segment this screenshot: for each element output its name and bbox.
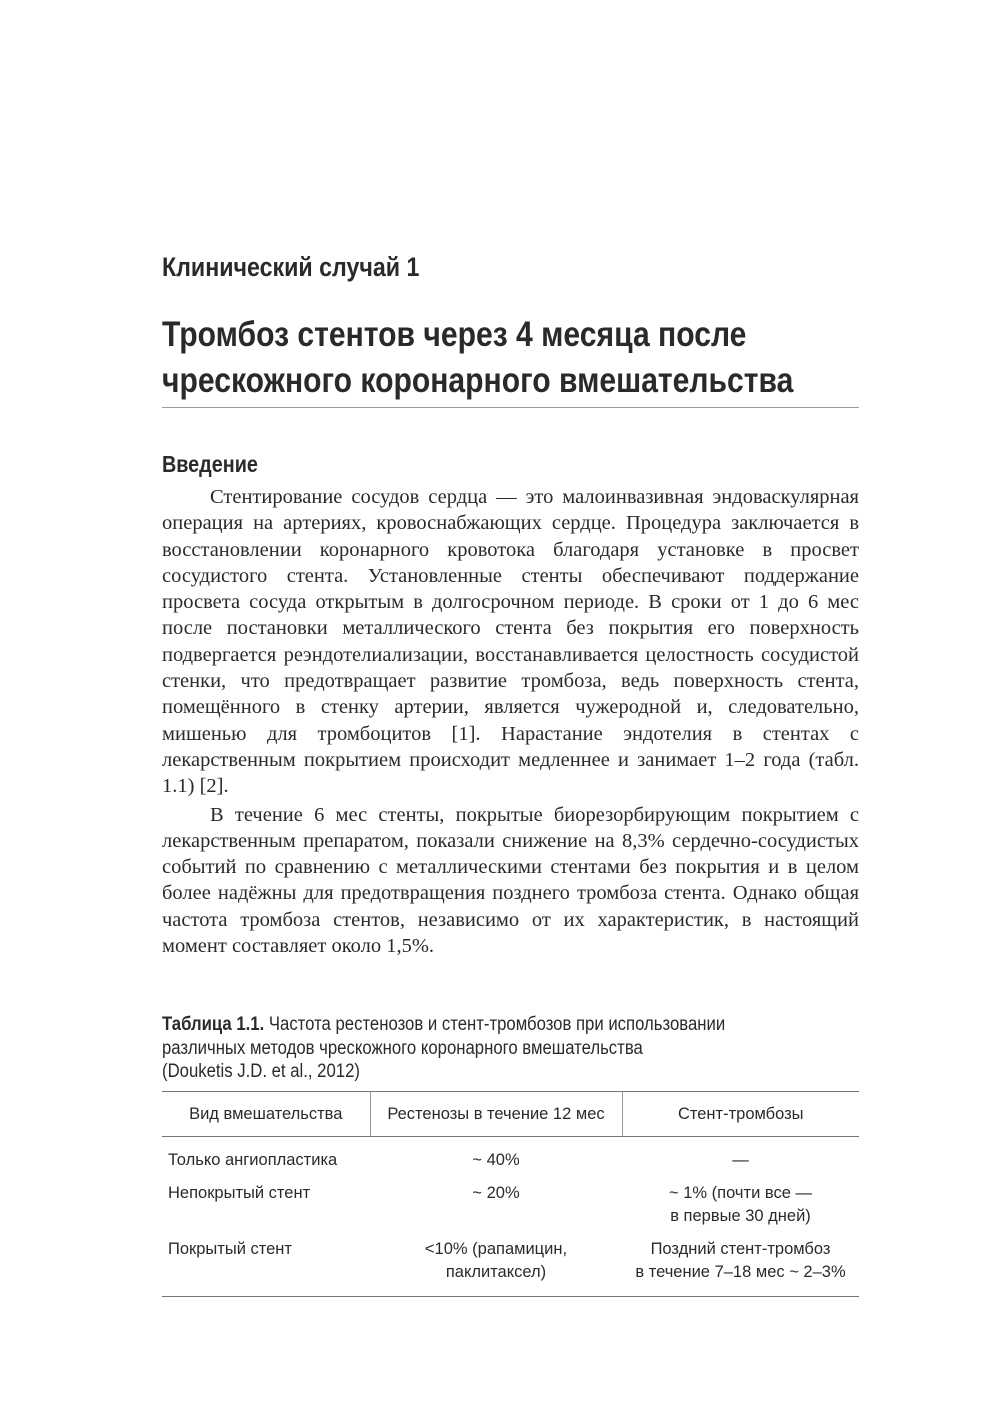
table-cell — [370, 1137, 622, 1173]
column-header: Вид вмешательства — [162, 1092, 370, 1137]
caption-line: (Douketis J.D. et al., 2012) — [162, 1061, 360, 1082]
caption-text: Частота рестенозов и стент-тромбозов при использовании — [268, 1014, 726, 1035]
table-cell: Непокрытый стент — [168, 1184, 311, 1202]
title-line: чрескожного коронарного вмешательства — [162, 361, 794, 400]
table-cell — [622, 1228, 859, 1297]
cell-line: Поздний стент-тромбоз — [650, 1240, 831, 1258]
page-title — [162, 312, 850, 404]
column-header: Стент-тромбозы — [622, 1092, 859, 1137]
cell-line: <10% (рапамицин, — [424, 1240, 568, 1258]
data-table — [162, 1091, 859, 1297]
case-label: Клинический случай 1 — [162, 252, 420, 282]
caption-line: различных методов чрескожного коронарного вмешательства — [162, 1037, 643, 1059]
cell-line: в первые 30 дней) — [670, 1207, 811, 1225]
cell-line: в течение 7–18 мес ~ 2–3% — [635, 1263, 846, 1281]
cell-line: паклитаксел) — [445, 1263, 547, 1281]
title-divider — [162, 407, 859, 408]
table-cell: Покрытый стент — [162, 1228, 370, 1297]
paragraph: Стентирование сосудов сердца — это малоинвазивная эндоваскулярная операция на артериях, кровоснабжающих сердце. Процедура заключается в восстановлении коронарного кровотока благодаря установке в просвет сосудистого стента. Установленные стенты обеспечивают поддержание просвета сосуда открытым в долгосрочном периоде. В сроки от 1 до 6 мес после постановки металлического стента без покрытия его поверхность подвергается реэндотелиализации, восстанавливается целостность сосудистой стенки, что предотвращает развитие тромбоза, ведь поверхность стента, помещённого в стенку артерии, является чужеродной и, следовательно, мишенью для тромбоцитов [1]. Нарастание эндотелия в стентах с лекарственным покрытием происходит медленнее и занимает 1–2 года (табл. 1.1) [2]. — [162, 486, 859, 798]
paragraph: В течение 6 мес стенты, покрытые биорезорбирующим покрытием с лекарственным препаратом, показали снижение на 8,3% сердечно-сосудистых событий по сравнению с металлическими стентами без покрытия и в целом более надёжны для предотвращения позднего тромбоза стента. Однако общая частота тромбоза стентов, независимо от их характеристик, в настоящий момент составляет около 1,5%. — [162, 803, 859, 958]
caption-line — [162, 1013, 778, 1037]
cell-line: ~ 20% — [472, 1184, 520, 1202]
table-caption — [162, 1013, 862, 1084]
table-row — [162, 1228, 859, 1297]
table-row — [162, 1137, 859, 1173]
table-cell — [370, 1172, 622, 1228]
cell-line: ~ 1% (почти все — — [669, 1184, 812, 1202]
cell-line: — — [732, 1151, 749, 1169]
table-cell — [622, 1137, 859, 1173]
caption-label: Таблица 1.1. — [162, 1014, 265, 1035]
table-header-row — [162, 1092, 859, 1137]
table-cell — [370, 1228, 622, 1297]
table-cell — [622, 1172, 859, 1228]
section-heading: Введение — [162, 451, 258, 477]
body-text — [162, 484, 859, 959]
table-cell: Только ангиопластика — [168, 1151, 338, 1169]
column-header: Рестенозы в течение 12 мес — [370, 1092, 622, 1137]
title-line: Тромбоз стентов через 4 месяца после — [162, 315, 747, 354]
table-row — [162, 1172, 859, 1228]
cell-line: ~ 40% — [472, 1151, 520, 1169]
